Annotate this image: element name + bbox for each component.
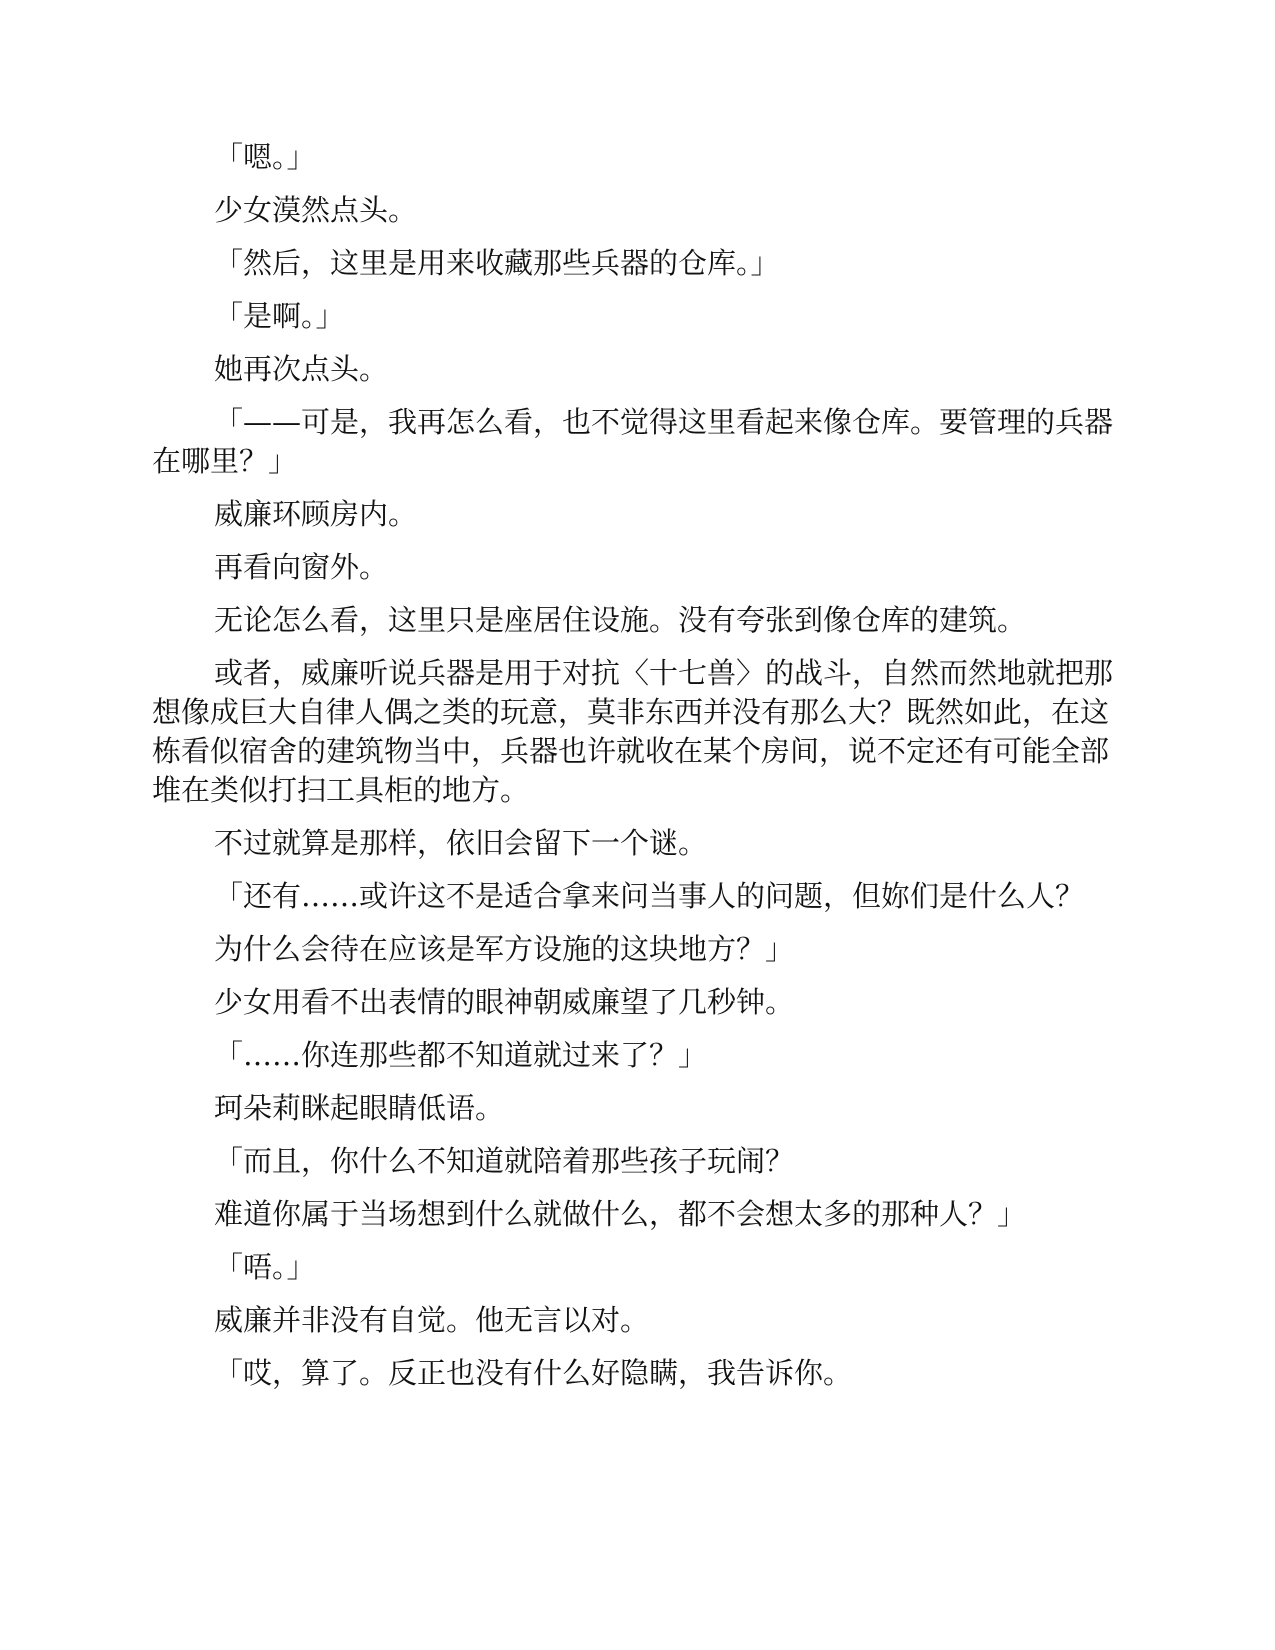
paragraph: 她再次点头。 (214, 352, 389, 386)
paragraph: 或者，威廉听说兵器是用于对抗〈十七兽〉的战斗，自然而然地就把那想像成巨大自律人偶之类的玩意，莫非东西并没有那么大？既然如此，在这栋看似宿舍的建筑物当中，兵器也许就收在某个房间，说不定还有可能全部堆在类似打扫工具柜的地方。 (152, 656, 1114, 807)
paragraph: 无论怎么看，这里只是座居住设施。没有夸张到像仓库的建筑。 (214, 603, 1027, 637)
paragraph: 「哎，算了。反正也没有什么好隐瞒，我告诉你。 (214, 1356, 853, 1390)
paragraph: 再看向窗外。 (214, 550, 389, 584)
paragraph: 威廉并非没有自觉。他无言以对。 (214, 1303, 650, 1337)
paragraph: 不过就算是那样，依旧会留下一个谜。 (214, 826, 708, 860)
paragraph: 「还有……或许这不是适合拿来问当事人的问题，但妳们是什么人？ (214, 879, 1085, 913)
paragraph: 「而且，你什么不知道就陪着那些孩子玩闹？ (214, 1144, 795, 1178)
paragraph: 少女用看不出表情的眼神朝威廉望了几秒钟。 (214, 985, 795, 1019)
paragraph: 威廉环顾房内。 (214, 497, 418, 531)
paragraph: 难道你属于当场想到什么就做什么，都不会想太多的那种人？」 (214, 1197, 1027, 1231)
paragraph: 「唔。」 (214, 1250, 316, 1284)
paragraph: 「……你连那些都不知道就过来了？」 (214, 1038, 708, 1072)
paragraph: 为什么会待在应该是军方设施的这块地方？」 (214, 932, 795, 966)
paragraph: 「是啊。」 (214, 299, 345, 333)
paragraph: 「——可是，我再怎么看，也不觉得这里看起来像仓库。要管理的兵器在哪里？」 (152, 405, 1114, 478)
paragraph: 「然后，这里是用来收藏那些兵器的仓库。」 (214, 246, 780, 280)
paragraph: 「嗯。」 (214, 140, 316, 174)
text-body (152, 138, 1127, 1407)
paragraph: 少女漠然点头。 (214, 193, 418, 227)
paragraph: 珂朵莉眯起眼睛低语。 (214, 1091, 505, 1125)
